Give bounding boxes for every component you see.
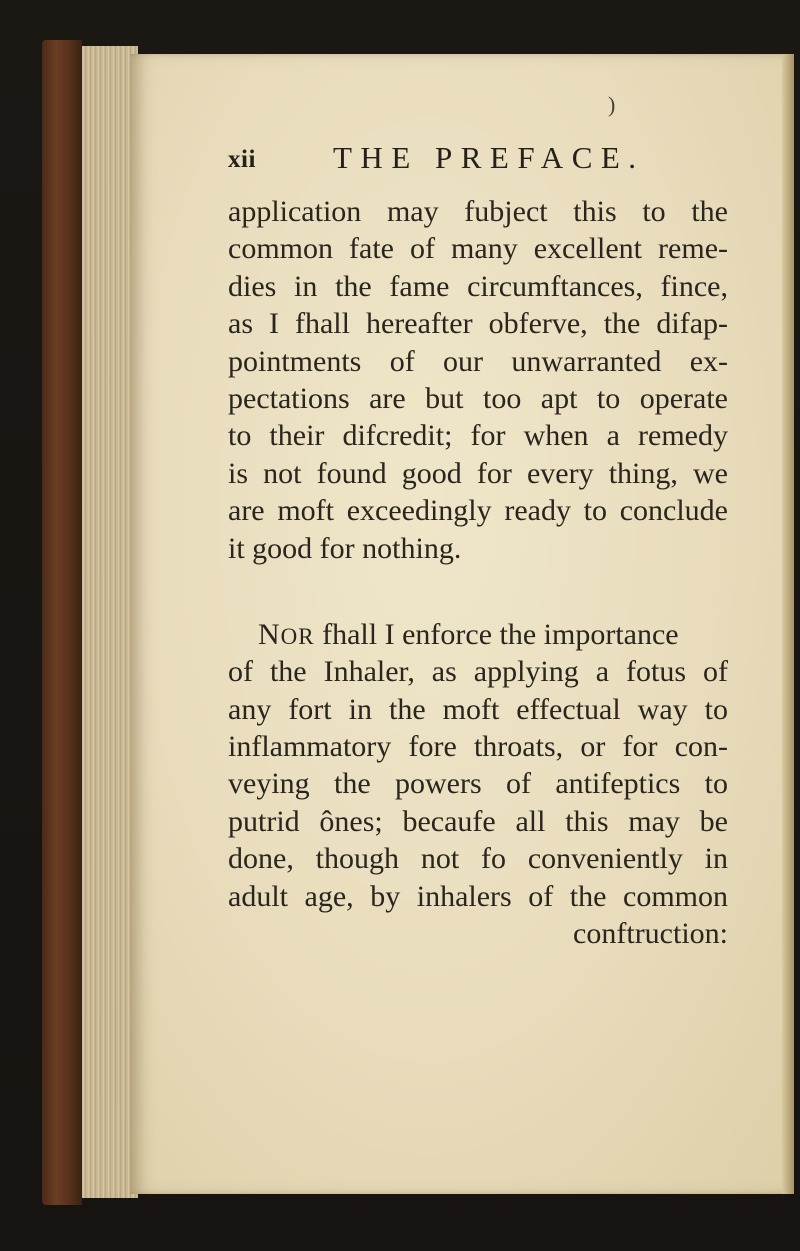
text-line: adult age, by inhalers of the common	[228, 879, 728, 913]
text-line: it good for nothing.	[228, 531, 462, 565]
paragraph-gap	[228, 567, 728, 616]
text-line-first	[228, 616, 728, 653]
text-line: any fort in the moft effectual way to	[228, 692, 728, 726]
paragraph-2	[228, 616, 728, 953]
text-line: is not found good for every thing, we	[228, 456, 728, 490]
text-line: pointments of our unwarranted ex-	[228, 344, 728, 378]
text-line: are moft exceedingly ready to conclude	[228, 494, 728, 528]
text-line: application may fubject this to the	[228, 195, 728, 228]
book-binding	[42, 40, 82, 1205]
text-line: common fate of many excellent reme-	[228, 232, 728, 266]
text-line: putrid ônes; becaufe all this may be	[228, 804, 728, 838]
first-line-rest: fhall I enforce the importance	[314, 617, 679, 651]
page-header	[228, 140, 748, 180]
running-title: THE PREFACE.	[333, 140, 645, 175]
text-line: inflammatory fore throats, or for con-	[228, 730, 728, 764]
catchword: conftruction:	[573, 917, 728, 951]
ink-mark: )	[608, 92, 616, 117]
small-caps-word: OR	[280, 623, 315, 649]
text-line: pectations are but too apt to operate	[228, 381, 728, 415]
page-number: xii	[228, 146, 256, 173]
body-text	[228, 193, 728, 952]
text-line: of the Inhaler, as applying a fotus of	[228, 655, 728, 689]
text-line: veying the powers of antifeptics to	[228, 767, 728, 801]
text-line: to their difcredit; for when a remedy	[228, 419, 728, 453]
text-line: dies in the fame circumftances, fince,	[228, 269, 728, 303]
initial-letter: N	[258, 617, 281, 651]
text-line: done, though not fo conveniently in	[228, 842, 728, 876]
text-line: as I fhall hereafter obferve, the difap-	[228, 307, 728, 341]
paragraph-1	[228, 193, 728, 567]
page-edge-right	[782, 54, 794, 1194]
